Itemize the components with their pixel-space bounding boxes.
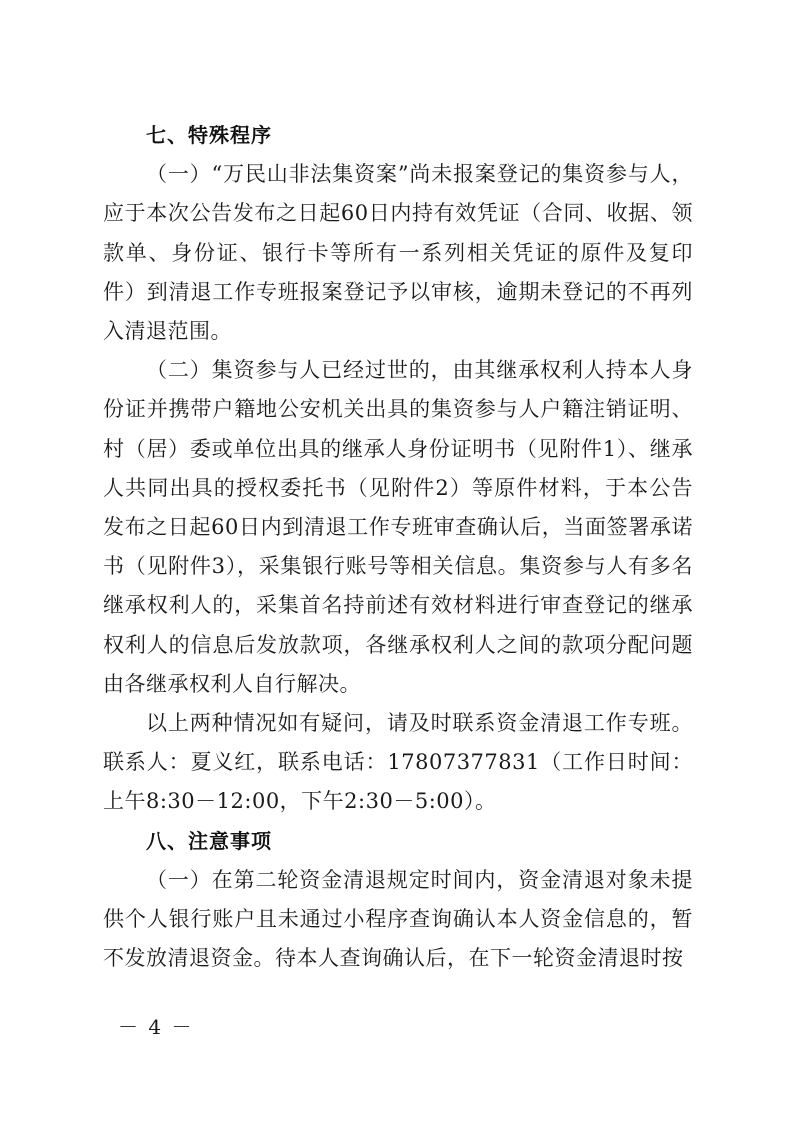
section-8-paragraph-1: （一）在第二轮资金清退规定时间内，资金清退对象未提供个人银行账户且未通过小程序查询确认本人资金信息的，暂不发放清退资金。待本人查询确认后，在下一轮资金清退时按 — [103, 867, 693, 971]
section-7-paragraph-3: 以上两种情况如有疑问，请及时联系资金清退工作专班。联系人：夏义红，联系电话：17807377831（工作日时间：上午8:30－12:00，下午2:30－5:00）。 — [103, 711, 693, 814]
section-7-paragraph-2: （二）集资参与人已经过世的，由其继承权利人持本人身份证并携带户籍地公安机关出具的集资参与人户籍注销证明、村（居）委或单位出具的继承人身份证明书（见附件1）、继承人共同出具的授权委托书（见附件2）等原件材料，于本公告发布之日起60日内到清退工作专班审查确认后，当面签署承诺书（见附件3），采集银行账号等相关信息。集资参与人有多名继承权利人的，采集首名持前述有效材料进行审查登记的继承权利人的信息后发放款项，各继承权利人之间的款项分配问题由各继承权利人自行解决。 — [103, 358, 693, 696]
document-body — [103, 116, 693, 978]
section-8-heading: 八、注意事项 — [146, 828, 272, 853]
section-7-heading: 七、特殊程序 — [146, 123, 272, 147]
section-7-paragraph-1: （一）“万民山非法集资案”尚未报案登记的集资参与人，应于本次公告发布之日起60日内持有效凭证（合同、收据、领款单、身份证、银行卡等所有一系列相关凭证的原件及复印件）到清退工作专班报案登记予以审核，逾期未登记的不再列入清退范围。 — [103, 162, 693, 344]
page-number: － 4 － — [118, 1015, 194, 1039]
